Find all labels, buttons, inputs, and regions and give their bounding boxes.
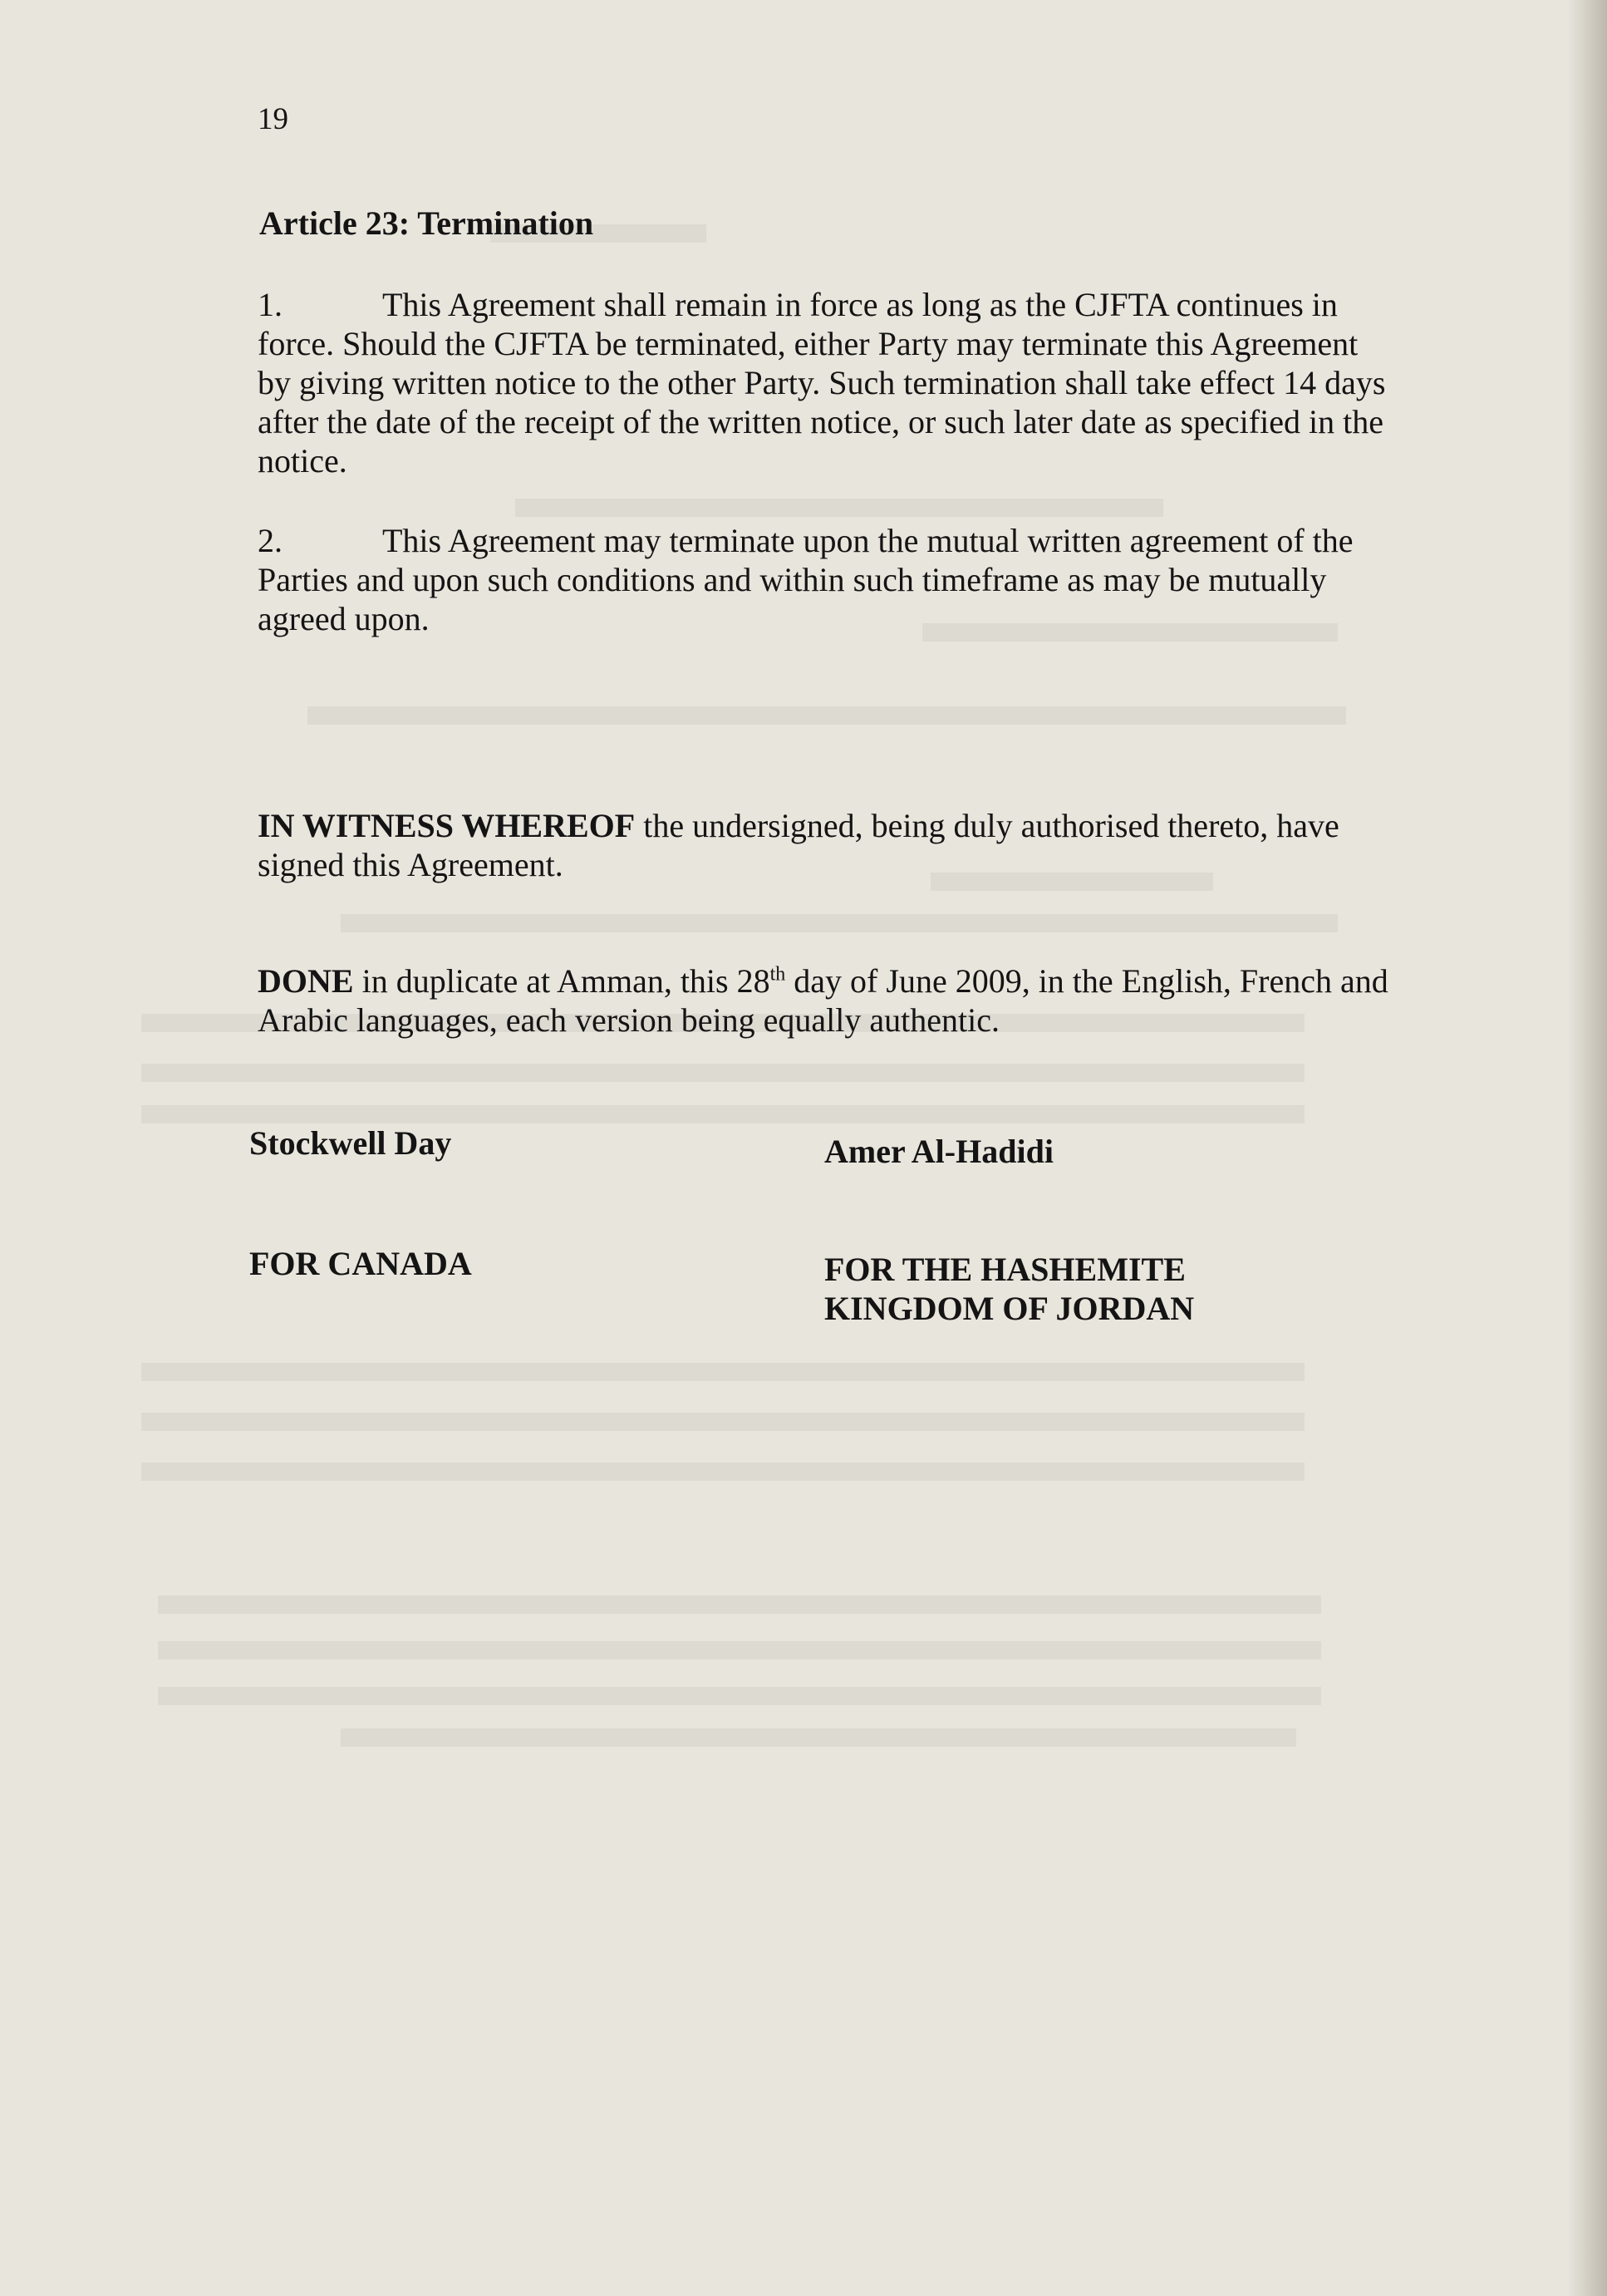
article-heading: Article 23: Termination [259, 204, 594, 242]
done-text-after: day of June 2009, in the English, French and Arabic languages, each version being equally authentic. [258, 962, 1388, 1039]
done-lead: DONE [258, 962, 354, 1000]
paragraph-number: 2. [258, 522, 283, 559]
witness-text: the undersigned, being duly authorised thereto, have signed this Agreement. [258, 807, 1339, 883]
paragraph-number: 1. [258, 286, 283, 323]
paragraph-1 [258, 285, 1396, 480]
witness-lead: IN WITNESS WHEREOF [258, 807, 636, 844]
page-number: 19 [258, 102, 288, 136]
signatory-name-jordan: Amer Al-Hadidi [824, 1133, 1054, 1170]
paragraph-2 [258, 521, 1396, 638]
date-ordinal-suffix: th [769, 963, 786, 986]
signatory-country-canada: FOR CANADA [249, 1245, 472, 1282]
signatory-country-jordan: FOR THE HASHEMITE KINGDOM OF JORDAN [824, 1251, 1195, 1327]
done-clause [258, 961, 1396, 1040]
page-gutter-shadow [1569, 0, 1607, 2296]
paragraph-text: This Agreement may terminate upon the mutual written agreement of the Parties and upon such conditions and within such timeframe as may be mutually agreed upon. [258, 522, 1354, 637]
witness-clause [258, 806, 1396, 884]
done-text-before: in duplicate at Amman, this 28 [353, 962, 770, 1000]
signatory-name-canada: Stockwell Day [249, 1124, 452, 1162]
paragraph-text: This Agreement shall remain in force as long as the CJFTA continues in force. Should the CJFTA be terminated, either Party may terminate this Agreement by giving written notice to the other Party. Such termination shall take effect 14 days after the date of the receipt of the written notice, or such later date as specified in the notice. [258, 286, 1386, 479]
